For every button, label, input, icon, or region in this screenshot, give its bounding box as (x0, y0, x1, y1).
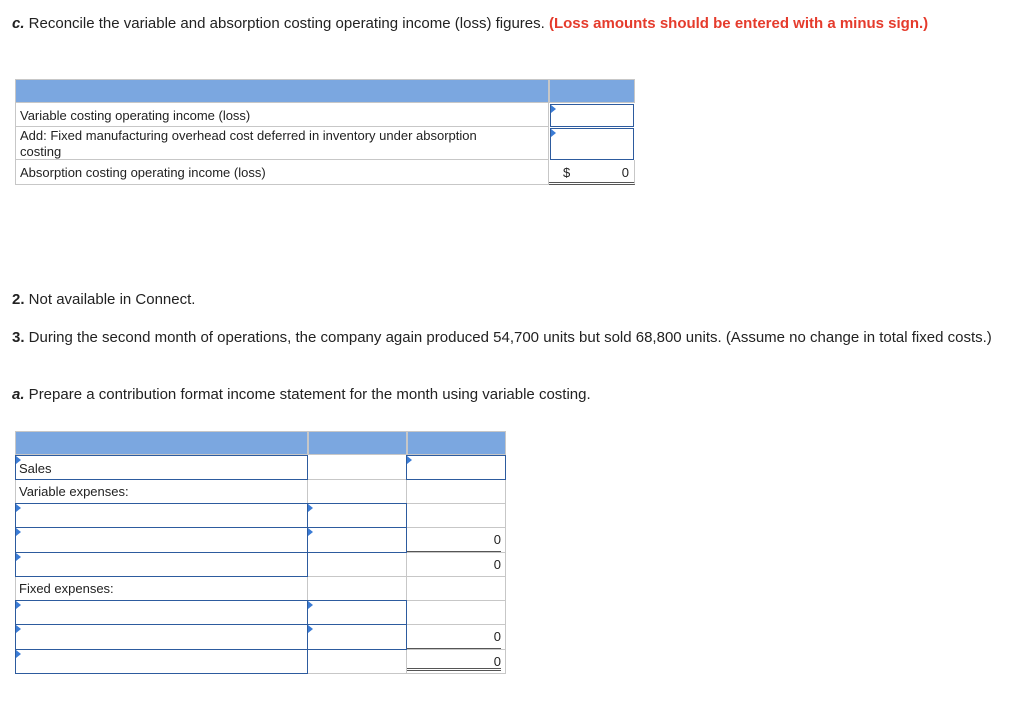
part-a-instruction (12, 385, 591, 404)
variable-expense-1-name-input[interactable] (15, 503, 308, 528)
table1-row-absorption (15, 160, 549, 185)
variable-expenses-label: Variable expenses: (19, 484, 129, 499)
net-operating-income-label-input[interactable] (15, 649, 308, 674)
table1-row-deferred (15, 127, 549, 160)
question-2-text: Not available in Connect. (24, 291, 196, 308)
fixed-expense-2-name-input[interactable] (15, 624, 308, 650)
income-statement-table (15, 431, 506, 674)
absorption-costing-income-label: Absorption costing operating income (loss) (20, 165, 266, 180)
variable-expense-2-name-input[interactable] (15, 527, 308, 553)
sales-amount-input[interactable] (406, 455, 506, 480)
sales-label-cell (15, 455, 308, 480)
table1-header-left (15, 79, 549, 103)
part-a-text: Prepare a contribution format income statement for the month using variable costing. (24, 386, 591, 403)
table2-header-col3 (407, 431, 506, 455)
variable-expenses-total: 0 (407, 527, 501, 552)
deferred-overhead-label: Add: Fixed manufacturing overhead cost deferred in inventory under absorption costing (20, 128, 477, 159)
currency-sign: $ (563, 165, 571, 180)
fixed-expenses-label: Fixed expenses: (19, 581, 114, 596)
sales-label: Sales (19, 461, 52, 476)
fixed-expense-2-amount-input[interactable] (307, 624, 407, 650)
contribution-margin-label-input[interactable] (15, 552, 308, 577)
variable-expense-1-amount-input[interactable] (307, 503, 407, 528)
table2-header-col1 (15, 431, 308, 455)
contribution-margin-value: 0 (493, 557, 501, 572)
question-3 (12, 328, 1002, 347)
deferred-overhead-input[interactable] (550, 128, 634, 160)
question-2-number: 2. (12, 291, 25, 308)
part-c-text: Reconcile the variable and absorption costing operating income (loss) figures. (24, 15, 549, 32)
table1-header-right (549, 79, 635, 103)
question-3-number: 3. (12, 329, 25, 346)
variable-costing-income-label: Variable costing operating income (loss) (20, 108, 251, 123)
absorption-total-value: 0 (621, 165, 629, 180)
part-a-label: a. (12, 386, 25, 403)
part-c-note: (Loss amounts should be entered with a minus sign.) (548, 15, 929, 32)
fixed-expense-1-name-input[interactable] (15, 600, 308, 625)
fixed-expense-1-amount-input[interactable] (307, 600, 407, 625)
variable-expense-2-amount-input[interactable] (307, 527, 407, 553)
fixed-expenses-total: 0 (407, 624, 501, 649)
question-2 (12, 290, 195, 309)
table2-header-col2 (308, 431, 407, 455)
variable-costing-income-input[interactable] (550, 104, 634, 127)
part-c-instruction (12, 14, 1002, 33)
net-operating-income-value: 0 (407, 649, 501, 671)
question-3-text: During the second month of operations, the company again produced 54,700 units but sold 68,800 units. (Assume no change in total fixed costs.) (24, 329, 992, 346)
absorption-costing-income-total (549, 160, 635, 185)
part-c-label: c. (12, 15, 25, 32)
table1-row-variable (15, 103, 549, 127)
